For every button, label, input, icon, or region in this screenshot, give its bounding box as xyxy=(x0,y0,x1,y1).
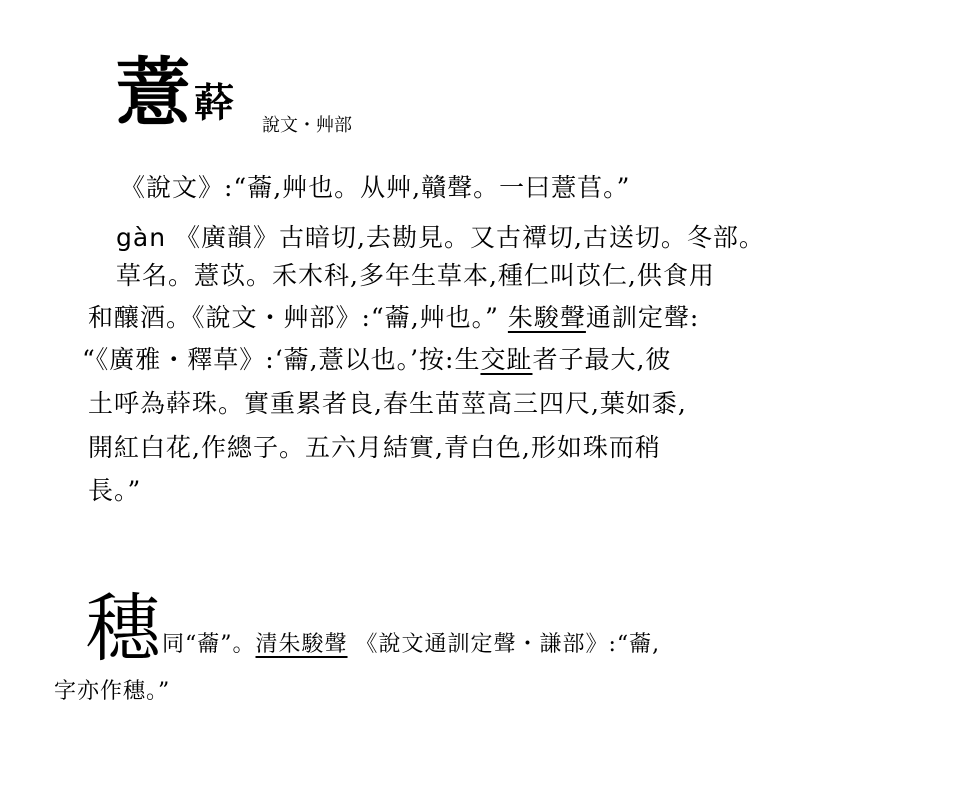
text-segment: 和釀酒。《說文・艸部》:“蘥,艸也。” xyxy=(88,303,508,332)
text-segment: 者子最大,彼 xyxy=(532,345,672,374)
seal-script-form: 𦼮 xyxy=(194,80,232,127)
entry1-line-2 xyxy=(116,225,765,250)
entry2-line-2 xyxy=(54,681,170,703)
entry1-line-4 xyxy=(88,305,699,330)
entry1-line-6 xyxy=(88,391,687,416)
entry2-line-1 xyxy=(162,634,660,656)
text-segment: 字亦作穗。” xyxy=(54,679,171,704)
text-segment: 長。” xyxy=(88,476,142,505)
text-segment: “《廣雅・釋草》:‘蘥,薏以也。’按:生 xyxy=(82,345,481,374)
text-segment: 《說文》:“蘥,艸也。从艸,贛聲。一曰薏苢。” xyxy=(120,173,631,202)
text-segment: 《廣韻》古暗切,去勘見。又古禫切,古送切。冬部。 xyxy=(166,223,765,252)
underlined-proper-name: 朱駿聲 xyxy=(507,303,586,332)
entry1-line-1 xyxy=(120,175,630,200)
entry1-line-3 xyxy=(116,263,715,288)
headword-2: 穗 xyxy=(86,586,160,672)
text-segment: 通訓定聲: xyxy=(585,303,700,332)
text-segment: 土呼為𦼮珠。實重累者良,春生苗莖高三四尺,葉如黍, xyxy=(88,389,687,418)
text-segment: 開紅白花,作總子。五六月結實,青白色,形如珠而稍 xyxy=(88,433,661,462)
underlined-proper-name: 朱駿聲 xyxy=(278,632,348,657)
underlined-proper-name: 交趾 xyxy=(480,345,533,374)
pinyin-reading: gàn xyxy=(116,223,167,252)
source-label: 說文・艸部 xyxy=(262,115,352,136)
text-segment: 同“蘥”。 xyxy=(162,632,256,657)
underlined-proper-name: 清 xyxy=(255,632,279,657)
headword-1: 薏 xyxy=(116,50,190,136)
entry1-line-7 xyxy=(88,435,661,460)
text-segment: 《說文通訓定聲・謙部》:“蘥, xyxy=(347,632,661,657)
entry1-line-5 xyxy=(82,347,671,372)
text-segment: 草名。薏苡。禾木科,多年生草本,種仁叫苡仁,供食用 xyxy=(116,261,715,290)
entry1-line-8 xyxy=(88,478,141,503)
